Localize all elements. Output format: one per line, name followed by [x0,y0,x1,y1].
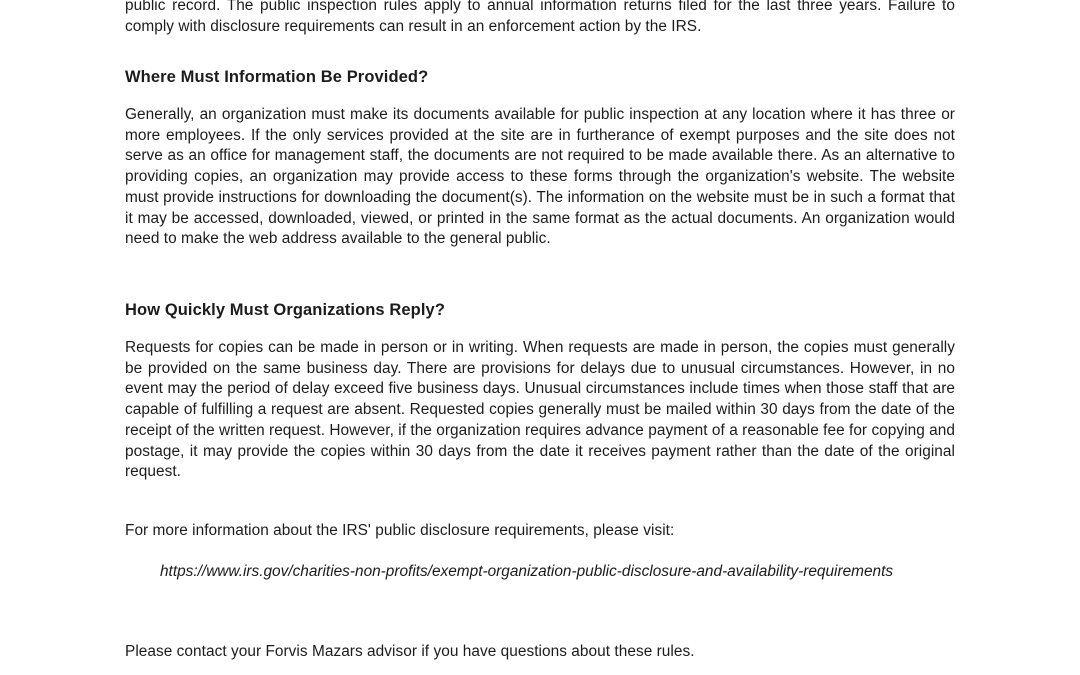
irs-disclosure-url: https://www.irs.gov/charities-non-profits/exempt-organization-public-disclosure-and-availability-requirements [160,563,894,580]
intro-paragraph: public record. The public inspection rules apply to annual information returns filed for the last three years. Failure to comply with disclosure requirements can result in an enforcement action by the IRS. [125,0,955,35]
section-heading-how-quickly-must-organizations-reply: How Quickly Must Organizations Reply? [125,301,445,319]
section-heading-where-must-information-be-provided: Where Must Information Be Provided? [125,68,429,86]
closing-note: Please contact your Forvis Mazars advisor if you have questions about these rules. [125,643,695,660]
section-body-where-must-information-be-provided: Generally, an organization must make its documents available for public inspection at any location where it has three or more employees. If the only services provided at the site are in furtherance of exempt purposes and the site does not serve as an office for management staff, the documents are not required to be made available there. As an alternative to providing copies, an organization may provide access to these forms through the organization's website. The website must provide instructions for downloading the document(s). The information on the website must be in such a format that it may be accessed, downloaded, viewed, or printed in the same format as the actual documents. An organization would need to make the web address available to the general public. [125,106,955,248]
more-info-label: For more information about the IRS' public disclosure requirements, please visit: [125,522,675,539]
section-body-how-quickly-must-organizations-reply: Requests for copies can be made in person or in writing. When requests are made in person, the copies must generally be provided on the same business day. There are provisions for delays due to unusual circumstances. However, in no event may the period of delay exceed five business days. Unusual circumstances include times when those staff that are capable of fulfilling a request are absent. Requested copies generally must be mailed within 30 days from the date of the receipt of the written request. However, if the organization requires advance payment of a reasonable fee for copying and postage, it may provide the copies within 30 days from the date it receives payment rather than the date of the original request. [125,339,955,481]
